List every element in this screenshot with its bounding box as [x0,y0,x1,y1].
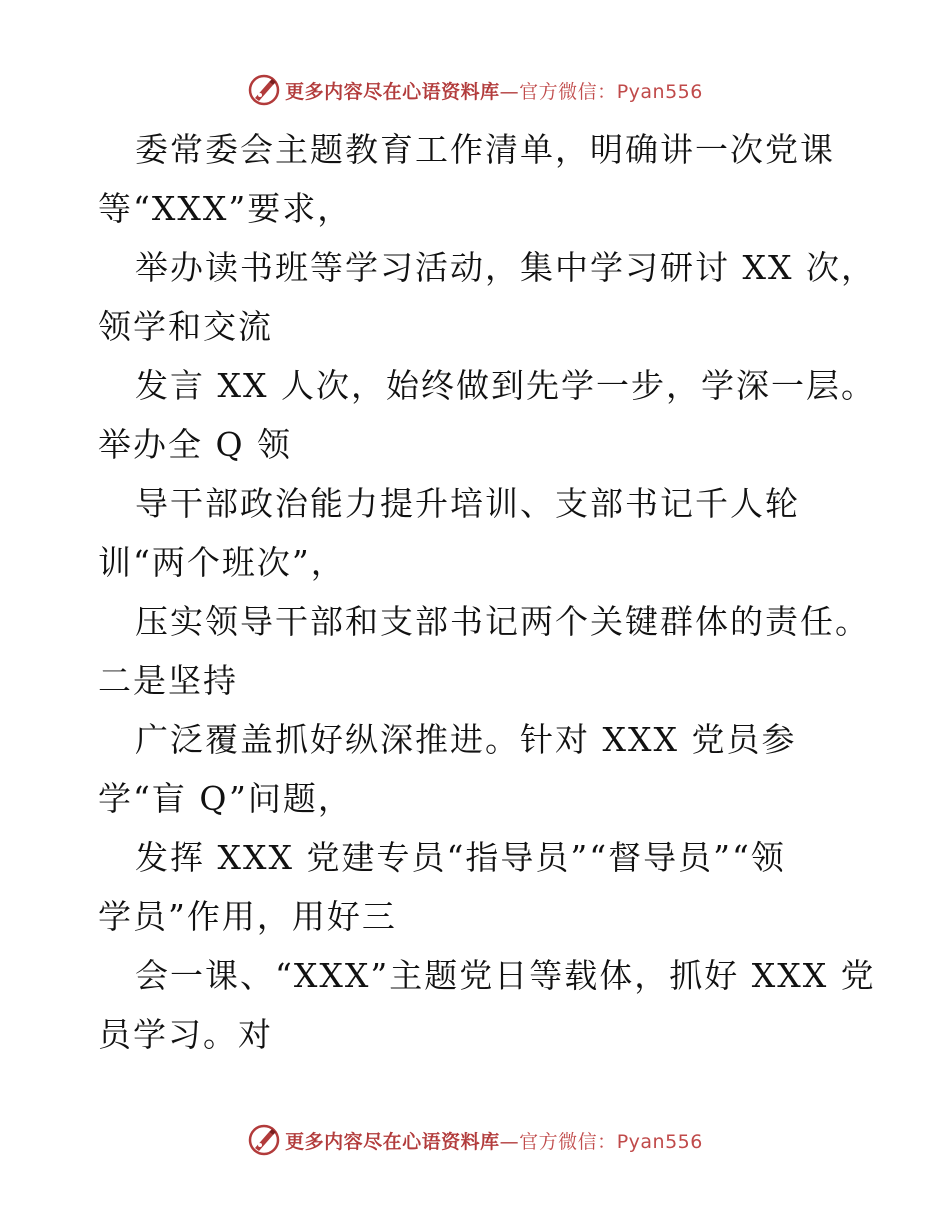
banner-wechat-label: 官方微信： [519,80,617,103]
text-line: 领学和交流 [98,307,273,346]
banner-dash: — [499,80,520,103]
text-line: 压实领导干部和支部书记两个关键群体的责任。 [135,602,870,641]
text-line: 学员”作用，用好三 [98,897,397,936]
text-line: 广泛覆盖抓好纵深推进。针对 XXX 党员参 [135,720,797,759]
pen-seal-logo-icon [247,73,281,107]
document-body [98,120,888,1064]
text-line: 导干部政治能力提升培训、支部书记千人轮 [135,484,800,523]
banner-slogan: 更多内容尽在心语资料库 [285,1130,500,1153]
text-line: 发言 XX 人次，始终做到先学一步，学深一层。 [135,366,876,405]
text-line: 训“两个班次”， [98,543,346,582]
text-line: 学“盲 Q”问题， [98,779,353,818]
text-line: 等“XXX”要求， [98,189,353,228]
banner-wechat-id: Pyan556 [616,80,703,103]
banner-dash: — [499,1130,520,1153]
text-line: 举办读书班等学习活动，集中学习研讨 XX 次， [135,248,876,287]
pen-seal-logo-icon [247,1123,281,1157]
text-line: 员学习。对 [98,1015,273,1054]
banner-text [285,77,703,104]
text-line: 委常委会主题教育工作清单，明确讲一次党课 [135,130,835,169]
header-banner [0,70,950,110]
banner-inner [247,1123,703,1157]
text-line: 举办全 Q 领 [98,425,293,464]
text-line: 会一课、“XXX”主题党日等载体，抓好 XXX 党 [135,956,876,995]
banner-slogan: 更多内容尽在心语资料库 [285,80,500,103]
banner-text [285,1127,703,1154]
text-line: 二是坚持 [98,661,238,700]
banner-wechat-id: Pyan556 [616,1130,703,1153]
banner-wechat-label: 官方微信： [519,1130,617,1153]
text-line: 发挥 XXX 党建专员“指导员”“督导员”“领 [135,838,786,877]
banner-inner [247,73,703,107]
footer-banner [0,1120,950,1160]
